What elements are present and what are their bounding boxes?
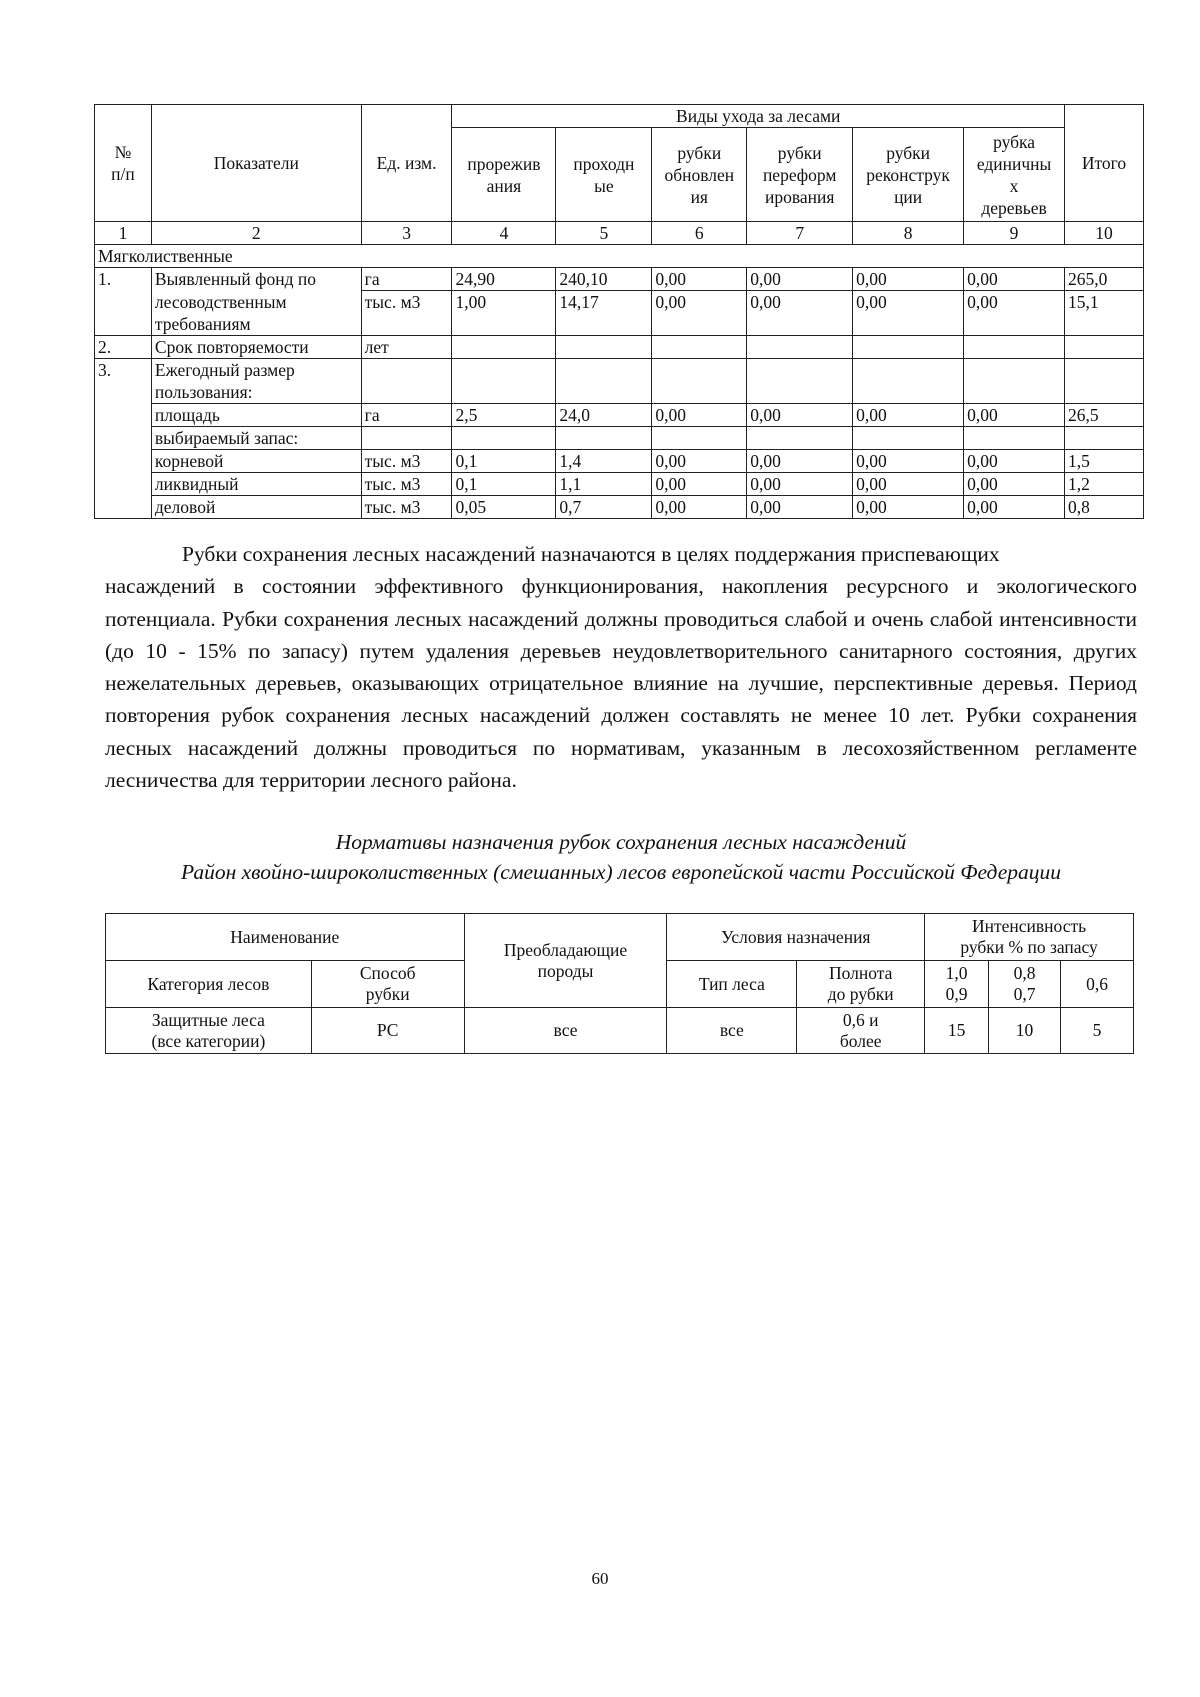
row-value: 0,00 — [747, 268, 853, 291]
row-value: 0,1 — [452, 472, 556, 495]
header-total: Итого — [1065, 105, 1144, 222]
row-total: 1,2 — [1065, 472, 1144, 495]
col-number: 1 — [95, 222, 152, 245]
row-value: 0,00 — [853, 449, 964, 472]
cell-intensity-1: 15 — [925, 1008, 989, 1054]
row-value — [652, 358, 747, 403]
row-value: 0,00 — [652, 291, 747, 336]
table-row — [95, 472, 1144, 495]
row-value: 0,00 — [652, 268, 747, 291]
row-value — [747, 358, 853, 403]
row-total: 15,1 — [1065, 291, 1144, 336]
row-label: лесоводственным требованиям — [151, 291, 361, 336]
header-type: рубки обновлен ия — [652, 128, 747, 222]
row-value: 0,00 — [853, 403, 964, 426]
cell-intensity-3: 5 — [1061, 1008, 1134, 1054]
row-value — [556, 335, 652, 358]
row-value: 0,00 — [853, 268, 964, 291]
row-num: 2. — [95, 335, 152, 358]
header-intensity-1: 1,0 0,9 — [925, 961, 989, 1008]
header-intensity-3: 0,6 — [1061, 961, 1134, 1008]
row-value — [556, 426, 652, 449]
table-row — [95, 358, 1144, 403]
page-number: 60 — [591, 1569, 609, 1588]
row-value — [747, 335, 853, 358]
col-number: 9 — [964, 222, 1065, 245]
row-value: 0,1 — [452, 449, 556, 472]
row-value: 0,00 — [652, 472, 747, 495]
cell-category: Защитные леса (все категории) — [106, 1008, 312, 1054]
row-value: 0,00 — [747, 403, 853, 426]
table-subcaption: Район хвойно-широколиственных (смешанных) лесов европейской части Российской Федерации — [181, 860, 1061, 884]
row-total: 26,5 — [1065, 403, 1144, 426]
row-value: 0,00 — [964, 472, 1065, 495]
row-label: Выявленный фонд по — [151, 268, 361, 291]
row-label: ликвидный — [151, 472, 361, 495]
row-value: 0,00 — [652, 495, 747, 518]
header-method: Способ рубки — [311, 961, 464, 1008]
row-value: 0,00 — [853, 495, 964, 518]
header-category: Категория лесов — [106, 961, 312, 1008]
row-value: 24,0 — [556, 403, 652, 426]
row-label: деловой — [151, 495, 361, 518]
col-number: 7 — [747, 222, 853, 245]
row-value — [747, 426, 853, 449]
row-value — [853, 335, 964, 358]
row-value — [652, 426, 747, 449]
row-label: выбираемый запас: — [151, 426, 361, 449]
header-intensity-2: 0,8 0,7 — [989, 961, 1061, 1008]
row-value: 0,00 — [853, 472, 964, 495]
row-total — [1065, 426, 1144, 449]
table-row — [106, 1008, 1134, 1054]
header-type: рубки реконструк ции — [853, 128, 964, 222]
table-row — [95, 403, 1144, 426]
row-value — [964, 426, 1065, 449]
row-unit: тыс. м3 — [361, 472, 452, 495]
row-value: 0,00 — [964, 268, 1065, 291]
row-total: 265,0 — [1065, 268, 1144, 291]
col-number: 2 — [151, 222, 361, 245]
column-number-row — [95, 222, 1144, 245]
row-value: 0,00 — [964, 291, 1065, 336]
section-row — [95, 245, 1144, 268]
col-number: 5 — [556, 222, 652, 245]
row-unit: га — [361, 268, 452, 291]
row-total — [1065, 358, 1144, 403]
cell-intensity-2: 10 — [989, 1008, 1061, 1054]
norms-table — [105, 913, 1134, 1054]
row-value — [853, 358, 964, 403]
col-number: 6 — [652, 222, 747, 245]
header-conditions: Условия назначения — [667, 914, 925, 961]
cell-forest-type: все — [667, 1008, 797, 1054]
row-value — [452, 426, 556, 449]
header-name: Наименование — [106, 914, 465, 961]
row-value: 1,00 — [452, 291, 556, 336]
row-num: 1. — [95, 268, 152, 336]
row-value: 24,90 — [452, 268, 556, 291]
row-unit: тыс. м3 — [361, 449, 452, 472]
row-value: 1,4 — [556, 449, 652, 472]
row-value: 2,5 — [452, 403, 556, 426]
row-unit: га — [361, 403, 452, 426]
row-value — [452, 335, 556, 358]
row-value — [452, 358, 556, 403]
header-type: рубка единичны х деревьев — [964, 128, 1065, 222]
row-value — [652, 335, 747, 358]
cell-species: все — [464, 1008, 667, 1054]
row-unit: тыс. м3 — [361, 291, 452, 336]
paragraph-text: насаждений в состоянии эффективного функционирования, накопления ресурсного и экологического потенциала. Рубки сохранения лесных насаждений должны проводиться слабой и очень слабой интенсивности (до 10 - 15% по запасу) путем удаления деревьев неудовлетворительного санитарного состояния, других нежелательных деревьев, оказывающих отрицательное влияние на лучшие, перспективные деревья. Период повторения рубок сохранения лесных насаждений должен составлять не менее 10 лет. Рубки сохранения лесных насаждений должны проводиться по нормативам, указанным в лесохозяйственном регламенте лесничества для территории лесного района. — [105, 574, 1137, 793]
cell-density: 0,6 и более — [797, 1008, 925, 1054]
col-number: 10 — [1065, 222, 1144, 245]
row-value — [556, 358, 652, 403]
row-unit: лет — [361, 335, 452, 358]
row-value: 0,00 — [853, 291, 964, 336]
table-row — [95, 426, 1144, 449]
row-num: 3. — [95, 358, 152, 518]
row-label: Срок повторяемости — [151, 335, 361, 358]
header-intensity: Интенсивность рубки % по запасу — [925, 914, 1134, 961]
header-species: Преобладающие породы — [464, 914, 667, 1008]
row-value: 0,00 — [964, 449, 1065, 472]
header-unit: Ед. изм. — [361, 105, 452, 222]
row-value: 0,05 — [452, 495, 556, 518]
header-indicator: Показатели — [151, 105, 361, 222]
row-value: 0,00 — [747, 495, 853, 518]
col-number: 8 — [853, 222, 964, 245]
row-value: 0,00 — [652, 403, 747, 426]
header-group: Виды ухода за лесами — [452, 105, 1065, 128]
row-value — [964, 358, 1065, 403]
row-total — [1065, 335, 1144, 358]
row-unit — [361, 426, 452, 449]
table-row — [95, 335, 1144, 358]
col-number: 3 — [361, 222, 452, 245]
row-value: 0,00 — [652, 449, 747, 472]
row-total: 1,5 — [1065, 449, 1144, 472]
forest-care-table — [94, 104, 1144, 519]
row-label: Ежегодный размер пользования: — [151, 358, 361, 403]
row-value: 14,17 — [556, 291, 652, 336]
table-row — [95, 449, 1144, 472]
header-row-1 — [95, 105, 1144, 128]
header-density: Полнота до рубки — [797, 961, 925, 1008]
row-value: 0,00 — [747, 291, 853, 336]
table-row — [95, 495, 1144, 518]
row-value — [964, 335, 1065, 358]
header-forest-type: Тип леса — [667, 961, 797, 1008]
body-paragraph — [105, 538, 1137, 796]
row-label: площадь — [151, 403, 361, 426]
table-row — [95, 268, 1144, 291]
row-value: 0,00 — [964, 495, 1065, 518]
col-number: 4 — [452, 222, 556, 245]
row-unit: тыс. м3 — [361, 495, 452, 518]
row-value: 240,10 — [556, 268, 652, 291]
header-row-1 — [106, 914, 1134, 961]
cell-method: РС — [311, 1008, 464, 1054]
row-value — [853, 426, 964, 449]
row-value: 0,7 — [556, 495, 652, 518]
row-value: 0,00 — [747, 472, 853, 495]
row-label: корневой — [151, 449, 361, 472]
header-type: проходн ые — [556, 128, 652, 222]
table-row — [95, 291, 1144, 336]
header-num: № п/п — [95, 105, 152, 222]
row-total: 0,8 — [1065, 495, 1144, 518]
paragraph-first-line: Рубки сохранения лесных насаждений назначаются в целях поддержания приспевающих — [182, 542, 1000, 566]
row-value: 0,00 — [964, 403, 1065, 426]
table-caption: Нормативы назначения рубок сохранения лесных насаждений — [335, 830, 907, 854]
header-type: прорежив ания — [452, 128, 556, 222]
row-value: 0,00 — [747, 449, 853, 472]
section-label: Мягколиственные — [95, 245, 1144, 268]
header-type: рубки переформ ирования — [747, 128, 853, 222]
row-unit — [361, 358, 452, 403]
row-value: 1,1 — [556, 472, 652, 495]
